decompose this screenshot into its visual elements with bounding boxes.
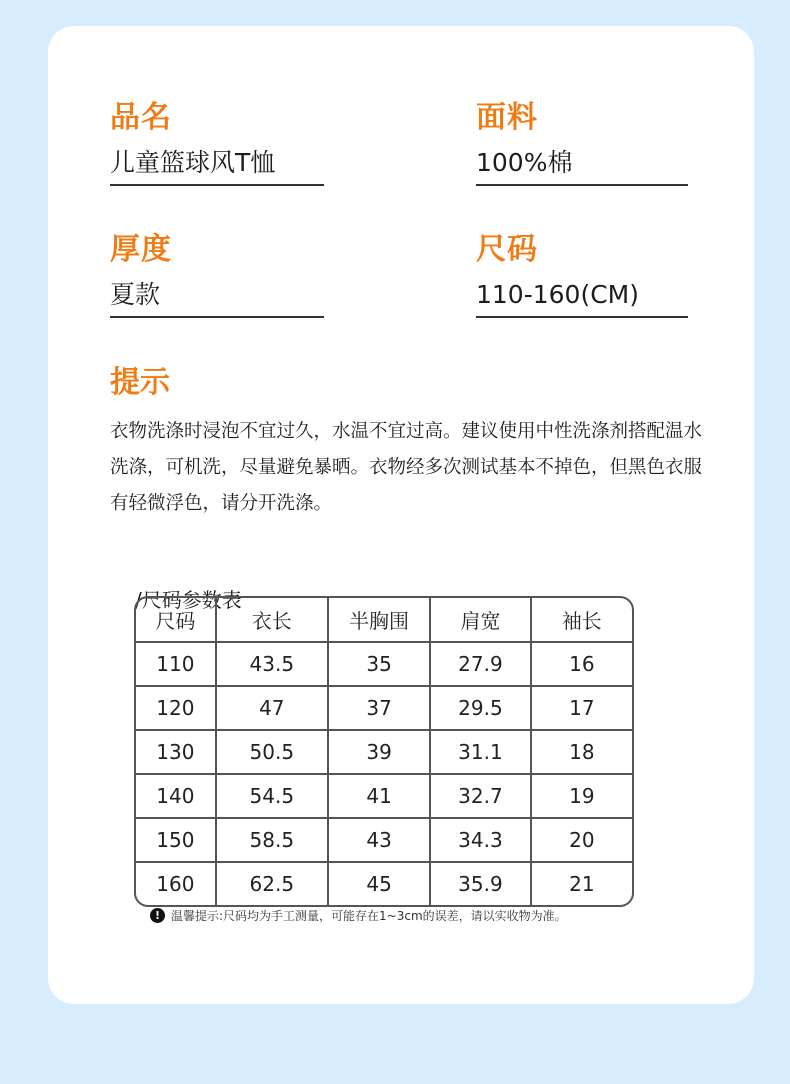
- table-row: [136, 817, 632, 861]
- tips-title: 提示: [110, 365, 170, 400]
- product-name-value: 儿童篮球风T恤: [110, 146, 324, 186]
- table-row: [136, 641, 632, 685]
- table-cell: 58.5: [215, 819, 327, 861]
- size-label: 尺码: [476, 232, 538, 267]
- fabric-value: 100%棉: [476, 146, 688, 186]
- field-fabric: [476, 100, 688, 186]
- table-cell: 62.5: [215, 863, 327, 905]
- exclamation-icon: !: [150, 908, 165, 923]
- table-cell: 35.9: [429, 863, 529, 905]
- size-table: [134, 596, 634, 907]
- table-cell: 130: [156, 740, 195, 764]
- size-table-title: /尺码参数表: [135, 588, 242, 612]
- table-cell: 27.9: [429, 643, 529, 685]
- table-cell: 120: [156, 696, 195, 720]
- table-cell: 37: [327, 687, 429, 729]
- table-cell: 54.5: [215, 775, 327, 817]
- table-header-cell: 衣长: [215, 598, 327, 641]
- table-cell: 18: [530, 731, 632, 773]
- table-cell: 32.7: [429, 775, 529, 817]
- table-cell: 39: [327, 731, 429, 773]
- product-card: [48, 26, 754, 1004]
- table-cell: 20: [530, 819, 632, 861]
- size-value: 110-160(CM): [476, 278, 688, 318]
- table-cell: 35: [327, 643, 429, 685]
- table-cell: 34.3: [429, 819, 529, 861]
- table-row: [136, 773, 632, 817]
- table-row: [136, 729, 632, 773]
- table-cell: 31.1: [429, 731, 529, 773]
- table-cell: 17: [530, 687, 632, 729]
- table-cell: 29.5: [429, 687, 529, 729]
- table-row: [136, 685, 632, 729]
- thickness-label: 厚度: [110, 232, 172, 267]
- table-cell: 50.5: [215, 731, 327, 773]
- tips-text: 衣物洗涤时浸泡不宜过久，水温不宜过高。建议使用中性洗涤剂搭配温水洗涤，可机洗，尽量避免暴晒。衣物经多次测试基本不掉色，但黑色衣服有轻微浮色，请分开洗涤。: [110, 421, 703, 514]
- table-cell: 21: [530, 863, 632, 905]
- table-cell: 43.5: [215, 643, 327, 685]
- measurement-note: [150, 907, 567, 924]
- field-size: [476, 232, 688, 318]
- table-cell: 150: [156, 828, 195, 852]
- product-name-label: 品名: [110, 100, 172, 135]
- note-text: 温馨提示:尺码均为手工测量，可能存在1~3cm的误差，请以实收物为准。: [171, 909, 567, 923]
- fabric-label: 面料: [476, 100, 538, 135]
- table-cell: 45: [327, 863, 429, 905]
- table-cell: 47: [215, 687, 327, 729]
- table-cell: 160: [156, 872, 195, 896]
- table-header-cell: 尺码: [155, 609, 196, 633]
- table-cell: 140: [156, 784, 195, 808]
- field-thickness: [110, 232, 324, 318]
- field-product-name: [110, 100, 324, 186]
- table-header-row: [136, 598, 632, 641]
- table-cell: 43: [327, 819, 429, 861]
- table-cell: 19: [530, 775, 632, 817]
- thickness-value: 夏款: [110, 278, 324, 318]
- table-cell: 16: [530, 643, 632, 685]
- table-header-cell: 半胸围: [327, 598, 429, 641]
- table-cell: 110: [156, 652, 195, 676]
- table-header-cell: 肩宽: [429, 598, 529, 641]
- table-header-cell: 袖长: [530, 598, 632, 641]
- table-cell: 41: [327, 775, 429, 817]
- table-row: [136, 861, 632, 905]
